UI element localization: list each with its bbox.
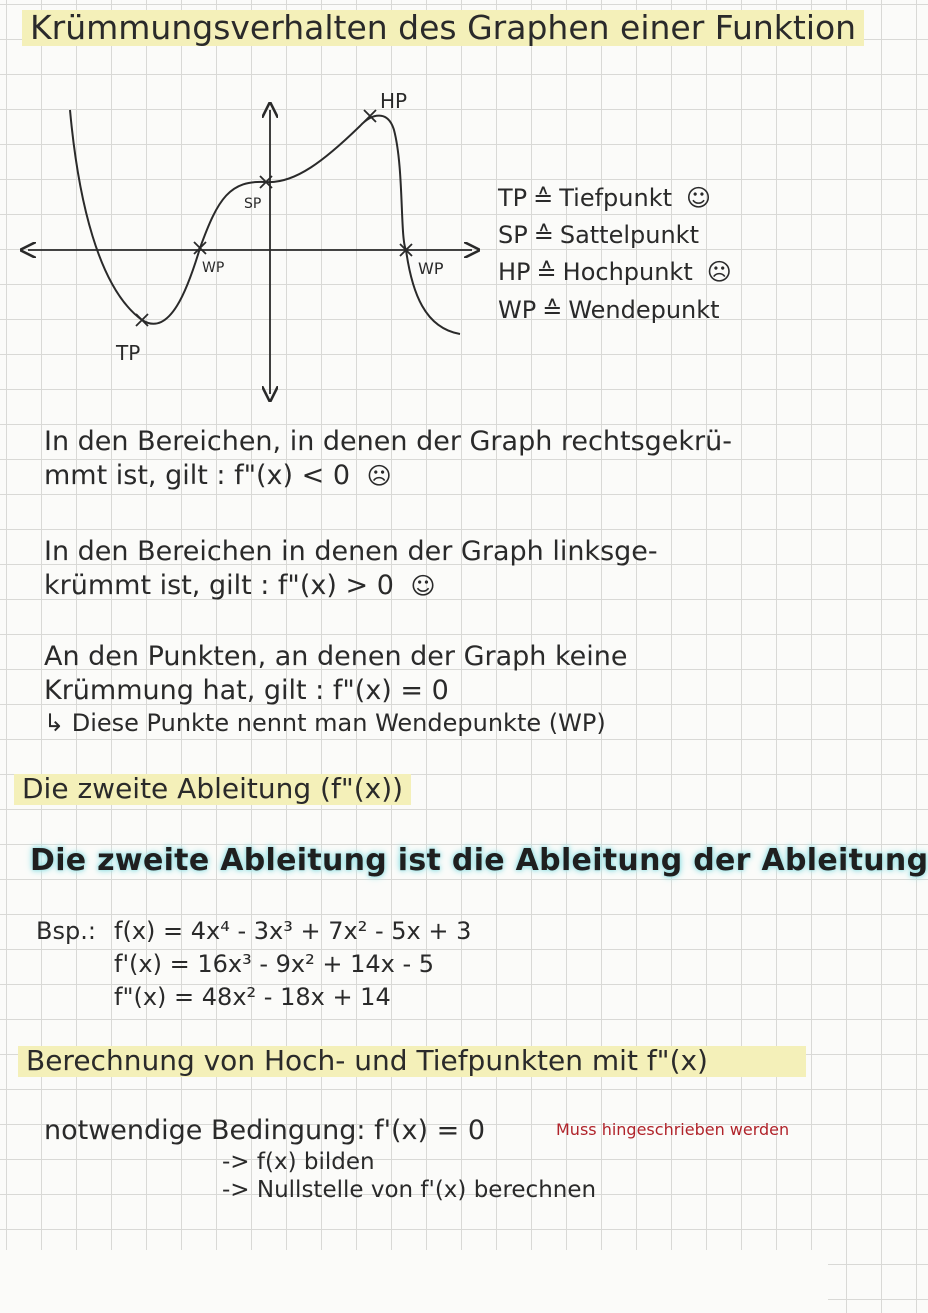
paragraph-linksgekruemmt: [44, 535, 658, 603]
wp-left-label: WP: [202, 260, 225, 276]
paragraph-line: In den Bereichen in denen der Graph linksge-: [44, 536, 658, 567]
legend-symbol: ≙: [533, 221, 554, 250]
paragraph-rechtsgekruemmt: [44, 425, 732, 493]
legend-item-tp: [498, 180, 732, 217]
necessary-condition: [44, 1115, 596, 1204]
function-graph-svg: [20, 88, 480, 408]
function-graph: [20, 88, 480, 412]
function-curve: [70, 110, 460, 334]
wp-left-marker: [194, 242, 206, 254]
paragraph-line: krümmt ist, gilt : f"(x) > 0: [44, 569, 394, 601]
point-markers: [136, 110, 412, 326]
paragraph-line: In den Bereichen, in denen der Graph rechtsgekrü-: [44, 426, 732, 457]
legend-abbr: SP: [498, 221, 528, 250]
smiley-happy-icon: ☺: [686, 184, 712, 212]
wp-right-label: WP: [418, 259, 444, 278]
tp-label: TP: [116, 341, 141, 365]
legend-symbol: ≙: [536, 258, 557, 287]
hp-label: HP: [380, 89, 408, 113]
paragraph-line: mmt ist, gilt : f"(x) < 0: [44, 459, 351, 491]
legend-item-hp: [498, 254, 732, 291]
sp-label: SP: [244, 196, 262, 212]
legend-text: Tiefpunkt: [559, 184, 673, 212]
example-f1: f'(x) = 16x³ - 9x² + 14x - 5: [114, 950, 435, 979]
smiley-sad-icon: ☹: [706, 258, 732, 287]
heading-second-derivative: Die zweite Ableitung (f"(x)): [14, 774, 411, 805]
page-title: Krümmungsverhalten des Graphen einer Funktion: [22, 10, 864, 46]
legend-abbr: WP: [498, 295, 537, 324]
legend-item-sp: [498, 217, 732, 254]
example-block: [36, 915, 471, 1014]
condition-step: -> Nullstelle von f'(x) berechnen: [222, 1176, 597, 1203]
smiley-happy-icon: ☺: [410, 571, 436, 600]
point-legend: [498, 180, 732, 329]
legend-abbr: TP: [498, 184, 528, 212]
paragraph-line: An den Punkten, an denen der Graph keine: [44, 641, 628, 672]
legend-symbol: ≙: [533, 184, 554, 212]
legend-text: Sattelpunkt: [559, 221, 699, 250]
tp-marker: [136, 314, 148, 326]
example-f: f(x) = 4x⁴ - 3x³ + 7x² - 5x + 3: [114, 917, 472, 945]
example-f2: f"(x) = 48x² - 18x + 14: [114, 983, 391, 1012]
heading-extrema: Berechnung von Hoch- und Tiefpunkten mit f"(x): [18, 1046, 806, 1077]
legend-text: Wendepunkt: [568, 295, 720, 324]
red-note: Muss hingeschrieben werden: [556, 1120, 790, 1139]
example-label: Bsp.:: [36, 917, 96, 945]
paragraph-wendepunkte: [44, 640, 628, 738]
paragraph-note: ↳ Diese Punkte nennt man Wendepunkte (WP): [44, 708, 606, 737]
page-bottom-margin: [0, 1250, 828, 1313]
condition-line: notwendige Bedingung: f'(x) = 0: [44, 1115, 486, 1146]
smiley-sad-icon: ☹: [366, 461, 392, 490]
legend-text: Hochpunkt: [562, 258, 693, 287]
legend-abbr: HP: [498, 258, 531, 287]
legend-item-wp: [498, 292, 732, 329]
condition-step: -> f(x) bilden: [222, 1148, 375, 1175]
definition-second-derivative: Die zweite Ableitung ist die Ableitung der Ableitung: [30, 843, 928, 878]
legend-symbol: ≙: [542, 295, 563, 324]
paragraph-line: Krümmung hat, gilt : f"(x) = 0: [44, 674, 449, 706]
